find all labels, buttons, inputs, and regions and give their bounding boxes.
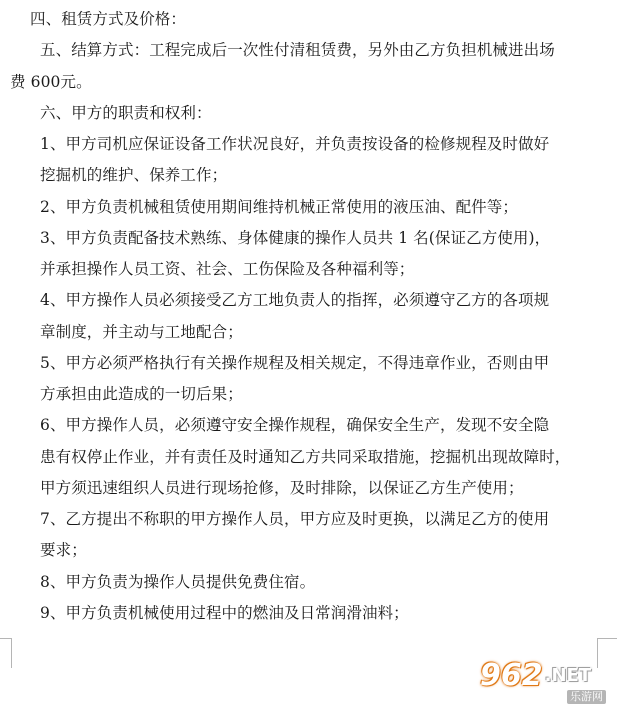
document-line: 3、甲方负责配备技术熟练、身体健康的操作人员共 1 名(保证乙方使用)，: [40, 228, 551, 247]
crop-mark-left-vertical: [11, 638, 12, 668]
document-line: 甲方须迅速组织人员进行现场抢修，及时排除，以保证乙方生产使用；: [40, 478, 524, 497]
watermark-subtitle: 乐游网: [567, 690, 606, 704]
document-line: 5、甲方必须严格执行有关操作规程及相关规定，不得违章作业，否则由甲: [40, 353, 550, 372]
document-line: 四、租赁方式及价格：: [30, 10, 187, 28]
watermark-number: 962: [480, 657, 543, 693]
crop-mark-right-horizontal: [597, 638, 617, 639]
document-line: 8、甲方负责为操作人员提供免费住宿。: [40, 572, 316, 591]
document-line: 费 600元。: [10, 72, 92, 91]
document-line: 挖掘机的维护、保养工作；: [40, 166, 228, 185]
crop-mark-left-horizontal: [0, 638, 12, 639]
document-line: 章制度，并主动与工地配合；: [40, 322, 243, 341]
document-line: 6、甲方操作人员，必须遵守安全操作规程，确保安全生产，发现不安全隐: [40, 416, 550, 435]
document-line: 9、甲方负责机械使用过程中的燃油及日常润滑油料；: [40, 603, 409, 622]
document-line: 1、甲方司机应保证设备工作状况良好，并负责按设备的检修规程及时做好: [40, 135, 550, 153]
document-line: 五、结算方式：工程完成后一次性付清租赁费，另外由乙方负担机械进出场: [40, 41, 555, 60]
document-line: 患有权停止作业，并有责任及时通知乙方共同采取措施，挖掘机出现故障时，: [40, 447, 571, 466]
document-body: [10, 4, 610, 629]
document-line: 7、乙方提出不称职的甲方操作人员，甲方应及时更换，以满足乙方的使用: [40, 510, 550, 528]
document-line: 并承担操作人员工资、社会、工伤保险及各种福利等；: [40, 260, 415, 278]
watermark-suffix: .NET: [544, 664, 592, 686]
document-line: 方承担由此造成的一切后果；: [40, 385, 243, 403]
document-line: 要求；: [40, 541, 87, 560]
site-watermark-logo: [476, 658, 616, 708]
document-line: 4、甲方操作人员必须接受乙方工地负责人的指挥，必须遵守乙方的各项规: [40, 291, 550, 310]
document-line: 2、甲方负责机械租赁使用期间维持机械正常使用的液压油、配件等；: [40, 197, 518, 216]
watermark-brand: [480, 658, 591, 692]
document-line: 六、甲方的职责和权利：: [40, 103, 212, 122]
